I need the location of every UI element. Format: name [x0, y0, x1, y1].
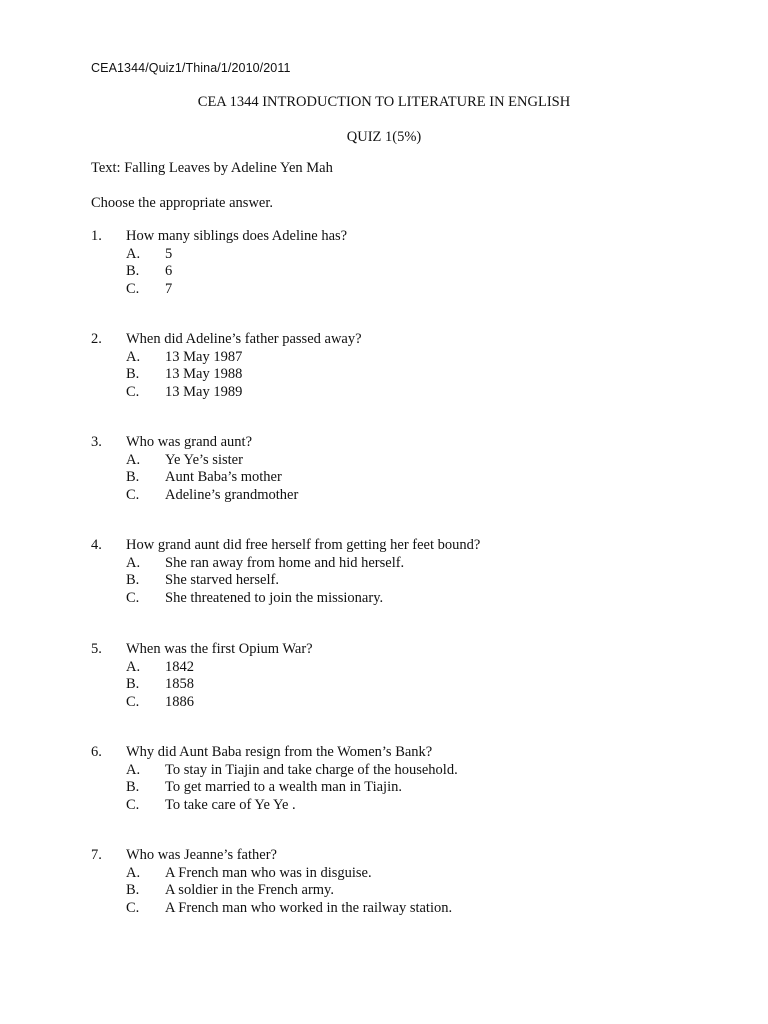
option-letter: C.	[126, 383, 140, 400]
answer-option	[91, 281, 691, 299]
question-number: 7.	[91, 847, 102, 863]
question-row	[91, 434, 691, 452]
question-text: Who was Jeanne’s father?	[126, 847, 277, 863]
question-text: When was the first Opium War?	[126, 641, 313, 657]
answer-option	[91, 676, 691, 694]
option-letter: A.	[126, 554, 141, 571]
question-row	[91, 228, 691, 246]
question-row	[91, 537, 691, 555]
option-text: 1842	[165, 658, 194, 675]
option-letter: B.	[126, 263, 140, 279]
answer-option	[91, 882, 691, 900]
option-letter: C.	[126, 280, 140, 297]
option-letter: B.	[126, 779, 140, 795]
option-text: A French man who worked in the railway station.	[165, 899, 453, 916]
answer-option	[91, 659, 691, 677]
option-text: 13 May 1988	[165, 366, 243, 382]
question-row	[91, 847, 691, 865]
answer-option	[91, 797, 691, 815]
option-letter: A.	[126, 658, 141, 675]
answer-option	[91, 779, 691, 797]
option-text: Aunt Baba’s mother	[165, 469, 282, 485]
option-text: 5	[165, 245, 173, 262]
course-title: CEA 1344 INTRODUCTION TO LITERATURE IN ENGLISH	[197, 94, 571, 110]
question-4	[91, 537, 691, 607]
answer-option	[91, 246, 691, 264]
answer-option	[91, 384, 691, 402]
answer-option	[91, 349, 691, 367]
question-7	[91, 847, 691, 917]
option-text: 7	[165, 280, 173, 297]
option-letter: B.	[126, 882, 140, 898]
option-letter: B.	[126, 366, 140, 382]
question-row	[91, 744, 691, 762]
question-row	[91, 331, 691, 349]
answer-option	[91, 555, 691, 573]
option-letter: C.	[126, 693, 140, 710]
question-text: Who was grand aunt?	[126, 434, 253, 450]
option-text: Ye Ye’s sister	[165, 451, 243, 468]
option-letter: A.	[126, 761, 141, 778]
option-text: 13 May 1987	[165, 348, 243, 365]
document-reference: CEA1344/Quiz1/Thina/1/2010/2011	[91, 61, 291, 75]
answer-option	[91, 762, 691, 780]
question-number: 3.	[91, 434, 102, 450]
answer-option	[91, 263, 691, 281]
instructions: Choose the appropriate answer.	[91, 195, 274, 211]
answer-option	[91, 487, 691, 505]
text-reference: Text: Falling Leaves by Adeline Yen Mah	[91, 160, 333, 176]
question-number: 1.	[91, 228, 102, 244]
question-1	[91, 228, 691, 298]
option-letter: A.	[126, 451, 141, 468]
option-letter: C.	[126, 796, 140, 813]
option-text: 13 May 1989	[165, 383, 243, 400]
question-5	[91, 641, 691, 711]
option-letter: A.	[126, 348, 141, 365]
question-text: How many siblings does Adeline has?	[126, 228, 348, 244]
answer-option	[91, 572, 691, 590]
question-3	[91, 434, 691, 504]
option-letter: A.	[126, 864, 141, 881]
question-6	[91, 744, 691, 814]
option-text: To take care of Ye Ye .	[165, 796, 296, 813]
option-text: To get married to a wealth man in Tiajin.	[165, 779, 402, 795]
option-letter: B.	[126, 676, 140, 692]
option-letter: C.	[126, 899, 140, 916]
question-2	[91, 331, 691, 401]
option-text: To stay in Tiajin and take charge of the household.	[165, 761, 458, 778]
question-number: 2.	[91, 331, 102, 347]
question-number: 6.	[91, 744, 102, 760]
option-text: A French man who was in disguise.	[165, 864, 372, 881]
option-text: 1886	[165, 693, 194, 710]
answer-option	[91, 452, 691, 470]
answer-option	[91, 900, 691, 918]
option-text: She threatened to join the missionary.	[165, 589, 384, 606]
quiz-subtitle: QUIZ 1(5%)	[346, 129, 422, 145]
answer-option	[91, 469, 691, 487]
option-letter: B.	[126, 469, 140, 485]
option-letter: A.	[126, 245, 141, 262]
option-text: 6	[165, 263, 173, 279]
answer-option	[91, 366, 691, 384]
question-number: 4.	[91, 537, 102, 553]
option-text: She ran away from home and hid herself.	[165, 554, 405, 571]
option-letter: C.	[126, 589, 140, 606]
question-number: 5.	[91, 641, 102, 657]
option-text: She starved herself.	[165, 572, 279, 588]
option-letter: B.	[126, 572, 140, 588]
option-text: Adeline’s grandmother	[165, 486, 299, 503]
answer-option	[91, 590, 691, 608]
option-text: 1858	[165, 676, 194, 692]
question-row	[91, 641, 691, 659]
question-text: How grand aunt did free herself from getting her feet bound?	[126, 537, 481, 553]
option-letter: C.	[126, 486, 140, 503]
option-text: A soldier in the French army.	[165, 882, 334, 898]
answer-option	[91, 694, 691, 712]
question-text: When did Adeline’s father passed away?	[126, 331, 362, 347]
question-text: Why did Aunt Baba resign from the Women’s Bank?	[126, 744, 433, 760]
answer-option	[91, 865, 691, 883]
